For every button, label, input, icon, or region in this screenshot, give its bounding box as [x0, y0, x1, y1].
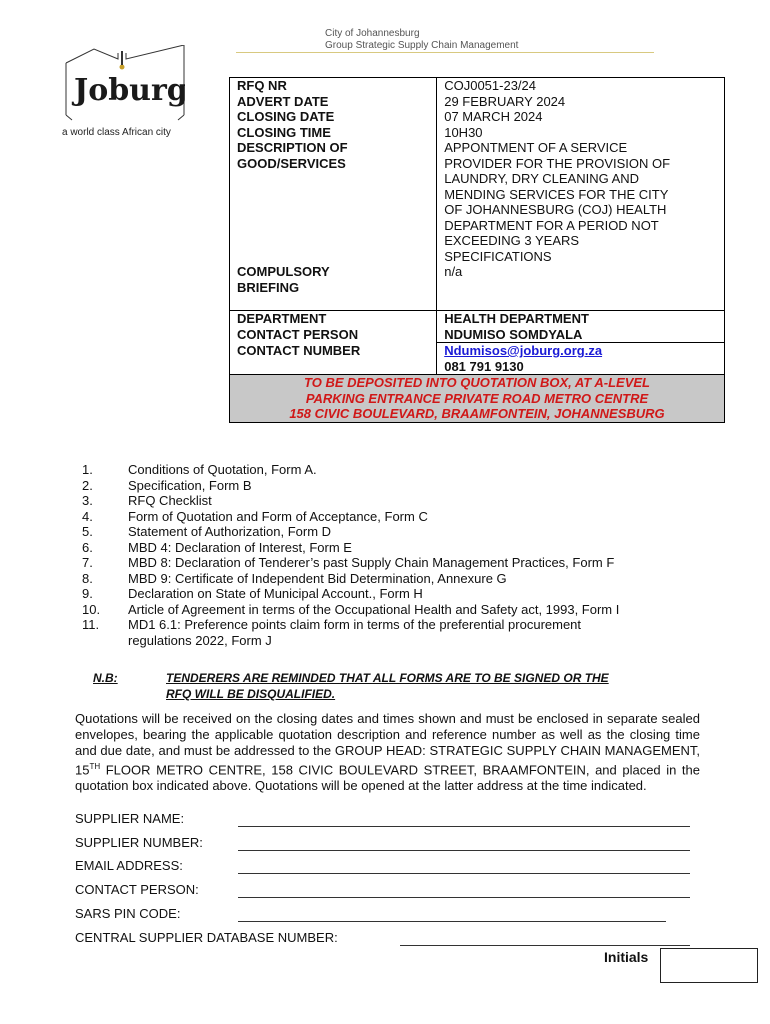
list-item: [76, 540, 696, 556]
rfq-nr-value: COJ0051-23/24: [437, 78, 725, 94]
table-row: [230, 140, 725, 264]
table-row: [230, 125, 725, 141]
email-address-label: EMAIL ADDRESS:: [75, 858, 183, 873]
header-org-name: City of Johannesburg: [325, 28, 420, 39]
department-value: HEALTH DEPARTMENT: [437, 311, 725, 327]
contact-phone: 081 791 9130: [444, 358, 524, 374]
list-item: [76, 633, 696, 649]
instructions-superscript: TH: [89, 762, 101, 771]
note-line-2: RFQ WILL BE DISQUALIFIED.: [166, 686, 336, 701]
advert-date-label: ADVERT DATE: [230, 94, 437, 110]
list-item-text: RFQ Checklist: [128, 493, 212, 508]
rfq-details-table: [229, 77, 725, 423]
table-row: [230, 375, 725, 423]
list-item-text: MBD 9: Certificate of Independent Bid Determination, Annexure G: [128, 570, 507, 586]
list-item: [76, 524, 696, 540]
closing-date-label: CLOSING DATE: [230, 109, 437, 125]
supplier-name-line[interactable]: [238, 826, 690, 827]
closing-time-value: 10H30: [437, 125, 725, 141]
list-item: [76, 602, 696, 618]
rfq-nr-label: RFQ NR: [230, 78, 437, 94]
list-item-number: 4.: [82, 508, 93, 524]
submission-instructions: [75, 711, 700, 794]
list-item-number: 6.: [82, 539, 93, 555]
list-item-number: 9.: [82, 586, 93, 601]
list-item: [76, 509, 696, 525]
briefing-label: [230, 264, 437, 311]
csd-number-line[interactable]: [400, 945, 690, 946]
logo-tagline: a world class African city: [62, 127, 171, 138]
list-item-number: 11.: [82, 617, 100, 632]
briefing-label-line2: BRIEFING: [237, 279, 300, 295]
briefing-label-line1: COMPULSORY: [237, 264, 330, 279]
svg-text:Joburg: Joburg: [74, 73, 185, 108]
list-item-text: Article of Agreement in terms of the Occupational Health and Safety act, 1993, Form I: [128, 601, 620, 617]
list-item-number: 3.: [82, 493, 93, 508]
table-row: [230, 343, 725, 375]
list-item: [76, 493, 696, 509]
contact-email-link[interactable]: Ndumisos@joburg.org.za: [444, 343, 603, 358]
contact-person-line[interactable]: [238, 897, 690, 898]
header-rule: [236, 52, 654, 53]
list-item-text: regulations 2022, Form J: [128, 632, 272, 648]
list-item-text: MBD 4: Declaration of Interest, Form E: [128, 539, 352, 555]
document-header: [325, 28, 518, 52]
list-item-number: [76, 633, 128, 649]
list-item-number: 2.: [82, 477, 93, 493]
list-item-number: 1.: [82, 462, 93, 477]
note-text: [166, 671, 666, 702]
list-item-text: Specification, Form B: [128, 477, 252, 493]
forms-list: [76, 462, 696, 648]
note-line-1: TENDERERS ARE REMINDED THAT ALL FORMS ARE TO BE SIGNED OR THE: [166, 671, 609, 685]
description-label: [230, 140, 437, 264]
list-item-number: 7.: [82, 555, 93, 570]
briefing-value: n/a: [437, 264, 725, 311]
table-row: [230, 94, 725, 110]
list-item: [76, 462, 696, 478]
contact-number-value: [437, 343, 725, 375]
deposit-line-1: TO BE DEPOSITED INTO QUOTATION BOX, AT A-LEVEL: [304, 375, 650, 390]
list-item: [76, 555, 696, 571]
list-item-number: 8.: [82, 570, 93, 586]
logo-graphic: [60, 45, 185, 125]
list-item: [76, 586, 696, 602]
csd-number-label: CENTRAL SUPPLIER DATABASE NUMBER:: [75, 930, 338, 945]
supplier-name-label: SUPPLIER NAME:: [75, 811, 185, 826]
initials-box[interactable]: [660, 948, 758, 983]
table-row: [230, 264, 725, 311]
list-item-text: Conditions of Quotation, Form A.: [128, 462, 317, 477]
list-item: [76, 478, 696, 494]
deposit-line-2: PARKING ENTRANCE PRIVATE ROAD METRO CENTRE: [305, 390, 649, 406]
list-item-text: Declaration on State of Municipal Account., Form H: [128, 586, 423, 601]
sars-pin-label: SARS PIN CODE:: [75, 906, 181, 921]
contact-person-label: CONTACT PERSON: [230, 327, 437, 343]
sars-pin-line[interactable]: [238, 921, 666, 922]
description-value: APPONTMENT OF A SERVICE PROVIDER FOR THE PROVISION OF LAUNDRY, DRY CLEANING AND MENDING SERVICES FOR THE CITY OF JOHANNESBURG (COJ) HEALTH DEPARTMENT FOR A PERIOD NOT EXCEEDING 3 YEARS SPECIFICATIONS: [437, 140, 725, 264]
list-item-text: Statement of Authorization, Form D: [128, 524, 332, 539]
description-label-line1: DESCRIPTION OF: [237, 140, 348, 155]
table-row: [230, 109, 725, 125]
advert-date-value: 29 FEBRUARY 2024: [437, 94, 725, 110]
supplier-number-line[interactable]: [238, 850, 690, 851]
instructions-part-1: Quotations will be received on the closing dates and times shown and must be enclosed in separate sealed envelopes, bearing the applicable quotation description and reference number as well as the closing time and due date, and must be addressed to the GROUP HEAD: STRATEGIC SUPPLY CHAIN MANAGEMENT, 15: [75, 711, 700, 778]
deposit-line-3: 158 CIVIC BOULEVARD, BRAAMFONTEIN, JOHANNESBURG: [289, 406, 665, 421]
department-label: DEPARTMENT: [230, 311, 437, 327]
deposit-instructions: [230, 375, 725, 423]
list-item: [76, 571, 696, 587]
list-item-text: Form of Quotation and Form of Acceptance, Form C: [128, 508, 428, 524]
email-address-line[interactable]: [238, 873, 690, 874]
closing-time-label: CLOSING TIME: [230, 125, 437, 141]
table-row: [230, 78, 725, 94]
list-item-number: 10.: [82, 601, 101, 617]
note-label: N.B:: [93, 671, 118, 685]
list-item-text: MBD 8: Declaration of Tenderer’s past Supply Chain Management Practices, Form F: [128, 555, 615, 570]
contact-person-field-label: CONTACT PERSON:: [75, 882, 199, 897]
list-item-text: MD1 6.1: Preference points claim form in terms of the preferential procurement: [128, 617, 582, 632]
description-label-line2: GOOD/SERVICES: [237, 155, 346, 171]
header-department: Group Strategic Supply Chain Management: [325, 40, 519, 51]
list-item-number: 5.: [82, 524, 93, 539]
table-row: [230, 327, 725, 343]
joburg-logo: [60, 45, 185, 125]
contact-number-label: CONTACT NUMBER: [230, 343, 437, 375]
supplier-number-label: SUPPLIER NUMBER:: [75, 835, 203, 850]
list-item: [76, 617, 696, 633]
table-row: [230, 311, 725, 327]
instructions-part-2: FLOOR METRO CENTRE, 158 CIVIC BOULEVARD STREET, BRAAMFONTEIN, and placed in the quotation box indicated above. Quotations will be opened at the latter address at the time indicated.: [75, 762, 700, 794]
closing-date-value: 07 MARCH 2024: [437, 109, 725, 125]
initials-label: Initials: [604, 949, 649, 965]
contact-person-value: NDUMISO SOMDYALA: [437, 327, 725, 343]
